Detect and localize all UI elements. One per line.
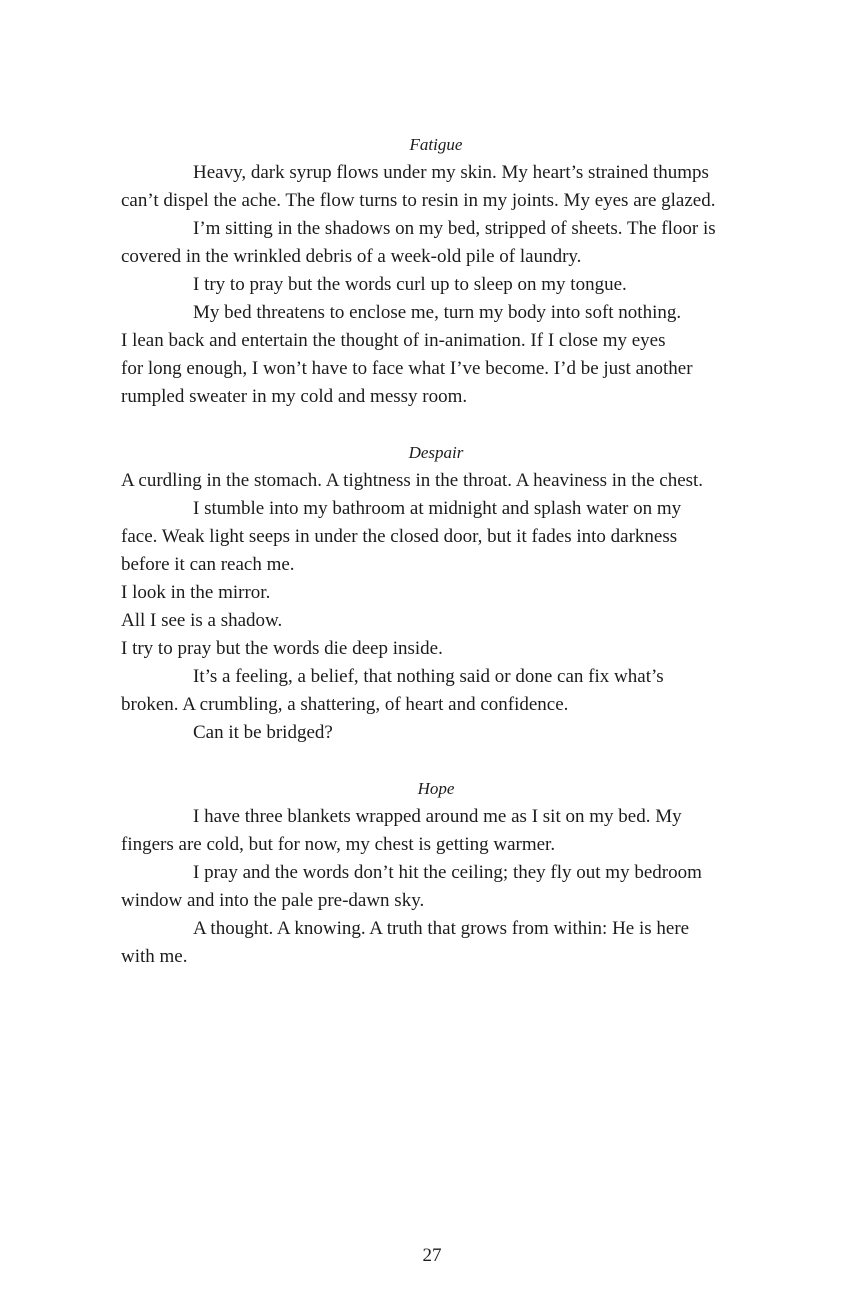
text-line: All I see is a shadow. — [121, 610, 283, 631]
paragraph — [121, 215, 751, 271]
text-line: fingers are cold, but for now, my chest is getting warmer. — [121, 834, 556, 855]
text-line: rumpled sweater in my cold and messy room. — [121, 386, 468, 407]
section-heading: Hope — [417, 779, 455, 798]
paragraph — [121, 299, 751, 411]
text-line: covered in the wrinkled debris of a week-old pile of laundry. — [121, 246, 582, 267]
text-line: My bed threatens to enclose me, turn my body into soft nothing. — [193, 302, 682, 323]
text-line: can’t dispel the ache. The flow turns to resin in my joints. My eyes are glazed. — [121, 190, 716, 211]
text-line: A curdling in the stomach. A tightness in the throat. A heaviness in the chest. — [121, 470, 704, 491]
paragraph — [121, 803, 751, 859]
text-line: I stumble into my bathroom at midnight and splash water on my — [193, 498, 682, 519]
text-line: before it can reach me. — [121, 554, 295, 575]
section-hope — [121, 775, 751, 971]
text-line: window and into the pale pre-dawn sky. — [121, 890, 425, 911]
paragraph — [121, 579, 751, 607]
paragraph — [121, 607, 751, 635]
text-line: face. Weak light seeps in under the closed door, but it fades into darkness — [121, 526, 678, 547]
text-line: I look in the mirror. — [121, 582, 271, 603]
text-line: for long enough, I won’t have to face what I’ve become. I’d be just another — [121, 358, 693, 379]
paragraph — [121, 719, 751, 747]
text-line: A thought. A knowing. A truth that grows from within: He is here — [193, 918, 690, 939]
paragraph — [121, 859, 751, 915]
paragraph — [121, 159, 751, 215]
section-heading: Despair — [408, 443, 464, 462]
text-line: I try to pray but the words curl up to sleep on my tongue. — [193, 274, 627, 295]
paragraph — [121, 635, 751, 663]
page-number: 27 — [422, 1245, 442, 1266]
text-line: I try to pray but the words die deep inside. — [121, 638, 443, 659]
text-line: It’s a feeling, a belief, that nothing said or done can fix what’s — [193, 666, 664, 687]
text-line: I’m sitting in the shadows on my bed, stripped of sheets. The floor is — [193, 218, 716, 239]
section-despair — [121, 439, 751, 747]
paragraph — [121, 271, 751, 299]
text-line: I have three blankets wrapped around me as I sit on my bed. My — [193, 806, 682, 827]
page-body — [121, 131, 751, 971]
text-line: with me. — [121, 946, 188, 967]
paragraph — [121, 495, 751, 579]
text-line: Can it be bridged? — [193, 722, 333, 743]
text-line: I lean back and entertain the thought of in-animation. If I close my eyes — [121, 330, 666, 351]
section-fatigue — [121, 131, 751, 411]
section-heading: Fatigue — [409, 135, 463, 154]
paragraph — [121, 663, 751, 719]
text-line: Heavy, dark syrup flows under my skin. My heart’s strained thumps — [193, 162, 709, 183]
text-line: I pray and the words don’t hit the ceiling; they fly out my bedroom — [193, 862, 702, 883]
text-line: broken. A crumbling, a shattering, of heart and confidence. — [121, 694, 569, 715]
paragraph — [121, 467, 751, 495]
paragraph — [121, 915, 751, 971]
